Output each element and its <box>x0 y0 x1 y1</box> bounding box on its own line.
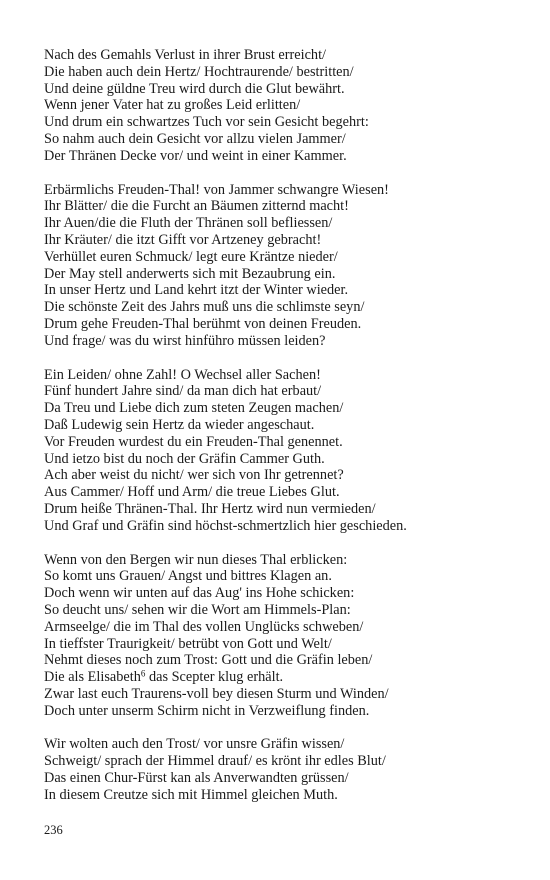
verse-line: Wenn jener Vater hat zu großes Leid erlitten/ <box>44 97 301 114</box>
stanza-3 <box>44 367 544 535</box>
verse-line: Nach des Gemahls Verlust in ihrer Brust erreicht/ <box>44 47 327 63</box>
verse-line: Ihr Auen/die die Fluth der Thränen soll befliessen/ <box>44 215 333 232</box>
verse-line: Doch unter unserm Schirm nicht in Verzweiflung finden. <box>44 702 370 719</box>
verse-line: Die schönste Zeit des Jahrs muß uns die schlimste seyn/ <box>44 299 365 316</box>
stanza-2 <box>44 182 544 350</box>
verse-line: Ach aber weist du nicht/ wer sich von Ihr getrennet? <box>44 467 344 484</box>
verse-line: Der May stell anderwerts sich mit Bezaubrung ein. <box>44 265 336 282</box>
verse-line: Verhüllet euren Schmuck/ legt eure Kräntze nieder/ <box>44 248 338 265</box>
verse-line: Schweigt/ sprach der Himmel drauf/ es krönt ihr edles Blut/ <box>44 753 386 770</box>
verse-line: Doch wenn wir unten auf das Aug' ins Hohe schicken: <box>44 585 355 602</box>
verse-line: Ihr Kräuter/ die itzt Gifft vor Artzeney gebracht! <box>44 231 322 248</box>
verse-line: Und frage/ was du wirst hinführo müssen leiden? <box>44 332 326 349</box>
verse-line: Nehmt dieses noch zum Trost: Gott und die Gräfin leben/ <box>44 652 373 669</box>
verse-line: In unser Hertz und Land kehrt itzt der Winter wieder. <box>44 282 349 299</box>
verse-line: Ihr Blätter/ die die Furcht an Bäumen zitternd macht! <box>44 198 349 215</box>
verse-line: Da Treu und Liebe dich zum steten Zeugen machen/ <box>44 400 344 417</box>
stanza-4 <box>44 552 544 720</box>
verse-line: Und ietzo bist du noch der Gräfin Cammer Guth. <box>44 450 325 467</box>
verse-line: Aus Cammer/ Hoff und Arm/ die treue Liebes Glut. <box>44 484 340 501</box>
verse-line: Erbärmlichs Freuden-Thal! von Jammer schwangre Wiesen! <box>44 181 389 198</box>
stanza-5 <box>44 736 544 803</box>
verse-line-with-footnote <box>44 669 544 686</box>
verse-line: Die haben auch dein Hertz/ Hochtraurende/ bestritten/ <box>44 63 354 80</box>
verse-line: Und Graf und Gräfin sind höchst-schmertzlich hier geschieden. <box>44 517 407 534</box>
verse-line: Wenn von den Bergen wir nun dieses Thal erblicken: <box>44 551 348 568</box>
verse-line: Armseelge/ die im Thal des vollen Unglücks schweben/ <box>44 618 364 635</box>
verse-line: Fünf hundert Jahre sind/ da man dich hat erbaut/ <box>44 383 322 400</box>
verse-line: Und deine güldne Treu wird durch die Glut bewährt. <box>44 80 345 97</box>
verse-line: Ein Leiden/ ohne Zahl! O Wechsel aller Sachen! <box>44 366 321 383</box>
verse-line: Wir wolten auch den Trost/ vor unsre Gräfin wissen/ <box>44 736 345 753</box>
verse-line: Der Thränen Decke vor/ und weint in einer Kammer. <box>44 147 347 164</box>
footnote-marker: 6 <box>140 668 146 679</box>
verse-text: Die als Elisabeth <box>44 669 141 686</box>
verse-line: So komt uns Grauen/ Angst und bittres Klagen an. <box>44 568 332 585</box>
verse-line: In diesem Creutze sich mit Himmel gleichen Muth. <box>44 786 338 803</box>
verse-line: In tieffster Traurigkeit/ betrübt von Gott und Welt/ <box>44 635 332 652</box>
verse-line: Und drum ein schwartzes Tuch vor sein Gesicht begehrt: <box>44 114 369 131</box>
poem-text <box>44 47 544 821</box>
verse-line: So deucht uns/ sehen wir die Wort am Himmels-Plan: <box>44 601 351 618</box>
verse-line: Zwar last euch Traurens-voll bey diesen Sturm und Winden/ <box>44 685 389 702</box>
verse-line: Daß Ludewig sein Hertz da wieder angeschaut. <box>44 416 315 433</box>
verse-line: So nahm auch dein Gesicht vor allzu vielen Jammer/ <box>44 130 346 147</box>
verse-text: das Scepter klug erhält. <box>145 669 284 686</box>
page-number: 236 <box>44 823 63 837</box>
verse-line: Das einen Chur-Fürst kan als Anverwandten grüssen/ <box>44 770 349 787</box>
verse-line: Drum heiße Thränen-Thal. Ihr Hertz wird nun vermieden/ <box>44 500 376 517</box>
verse-line: Vor Freuden wurdest du ein Freuden-Thal genennet. <box>44 433 343 450</box>
verse-line: Drum gehe Freuden-Thal berühmt von deinen Freuden. <box>44 315 362 332</box>
stanza-1 <box>44 47 544 165</box>
